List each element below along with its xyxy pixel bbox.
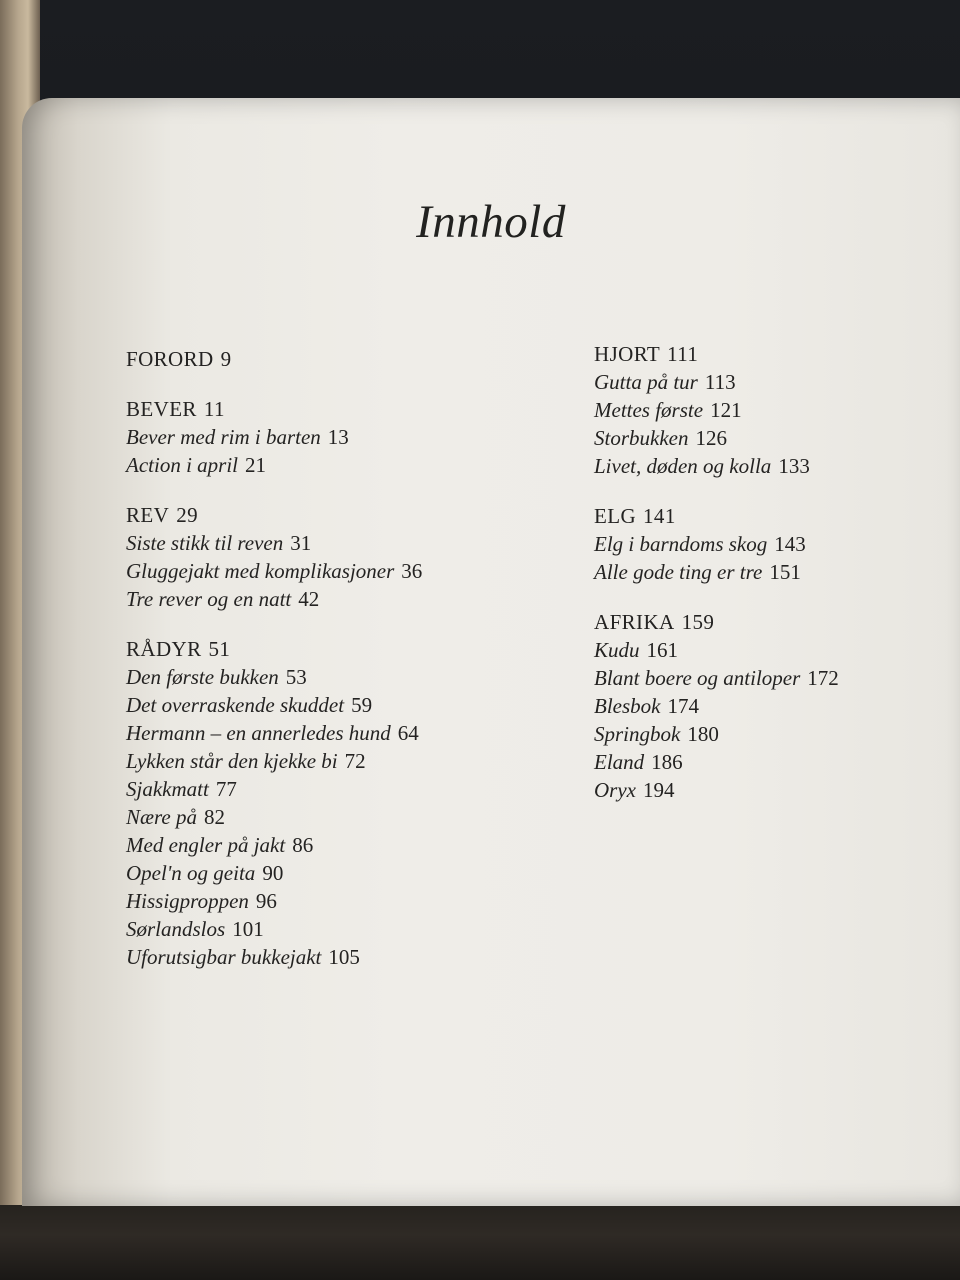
entry-page-number: 126 <box>695 426 727 450</box>
entry-page-number: 186 <box>651 750 683 774</box>
section-heading-title: HJORT <box>594 342 661 366</box>
entry-title: Gutta på tur <box>594 370 698 394</box>
entry-page-number: 82 <box>203 805 225 829</box>
section-page-number: 51 <box>208 637 231 661</box>
section-heading <box>126 501 566 529</box>
toc-entry <box>126 663 566 691</box>
entry-page-number: 101 <box>232 917 264 941</box>
toc-section <box>126 501 566 613</box>
entry-title: Opel'n og geita <box>126 861 256 885</box>
entry-title: Action i april <box>126 453 238 477</box>
table-surface <box>0 1205 960 1280</box>
section-heading-title: AFRIKA <box>594 610 675 634</box>
entry-page-number: 143 <box>774 532 806 556</box>
entry-page-number: 180 <box>687 722 719 746</box>
entry-page-number: 36 <box>401 559 423 583</box>
toc-section <box>126 395 566 479</box>
entry-title: Den første bukken <box>126 665 279 689</box>
section-page-number: 9 <box>220 347 232 371</box>
toc-entry <box>126 803 566 831</box>
entry-title: Det overraskende skuddet <box>126 693 345 717</box>
entry-title: Sjakkmatt <box>126 777 209 801</box>
section-heading <box>126 635 566 663</box>
entry-title: Springbok <box>594 722 681 746</box>
toc-entry <box>126 887 566 915</box>
section-heading <box>594 502 934 530</box>
entry-page-number: 42 <box>298 587 320 611</box>
page-title: Innhold <box>416 196 566 248</box>
section-heading <box>594 608 934 636</box>
toc-entry <box>594 748 934 776</box>
entry-page-number: 72 <box>344 749 366 773</box>
entry-title: Tre rever og en natt <box>126 587 292 611</box>
entry-title: Med engler på jakt <box>126 833 286 857</box>
entry-page-number: 96 <box>255 889 277 913</box>
entry-page-number: 174 <box>667 694 699 718</box>
toc-entry <box>126 529 566 557</box>
toc-entry <box>594 692 934 720</box>
toc-entry <box>126 557 566 585</box>
section-page-number: 111 <box>667 342 699 366</box>
section-heading <box>126 345 566 373</box>
toc-entry <box>126 859 566 887</box>
toc-section <box>594 340 934 480</box>
toc-entry <box>126 423 566 451</box>
entry-page-number: 59 <box>351 693 373 717</box>
entry-title: Kudu <box>594 638 640 662</box>
entry-title: Hissigproppen <box>126 889 249 913</box>
toc-entry <box>594 664 934 692</box>
section-page-number: 141 <box>643 504 676 528</box>
entry-title: Siste stikk til reven <box>126 531 284 555</box>
section-heading-title: FORORD <box>126 347 214 371</box>
toc-entry <box>594 530 934 558</box>
toc-entry <box>126 719 566 747</box>
entry-page-number: 133 <box>778 454 810 478</box>
toc-section <box>126 635 566 971</box>
toc-entry <box>126 831 566 859</box>
section-heading-title: REV <box>126 503 170 527</box>
toc-section <box>126 345 566 373</box>
toc-entry <box>594 720 934 748</box>
toc-section <box>594 502 934 586</box>
section-page-number: 11 <box>203 397 225 421</box>
entry-page-number: 161 <box>646 638 679 662</box>
entry-title: Eland <box>594 750 645 774</box>
toc-entry <box>594 636 934 664</box>
toc-entry <box>126 451 566 479</box>
entry-page-number: 53 <box>285 665 307 689</box>
entry-title: Nære på <box>126 805 197 829</box>
entry-page-number: 77 <box>215 777 237 801</box>
entry-title: Mettes første <box>594 398 704 422</box>
entry-title: Elg i barndoms skog <box>594 532 768 556</box>
entry-page-number: 86 <box>292 833 314 857</box>
entry-title: Oryx <box>594 778 636 802</box>
toc-entry <box>594 558 934 586</box>
toc-entry <box>594 776 934 804</box>
entry-title: Hermann – en annerledes hund <box>126 721 391 745</box>
section-page-number: 29 <box>176 503 199 527</box>
entry-title: Uforutsigbar bukkejakt <box>126 945 322 969</box>
entry-page-number: 64 <box>397 721 419 745</box>
section-heading <box>594 340 934 368</box>
entry-title: Bever med rim i barten <box>126 425 321 449</box>
toc-section <box>594 608 934 804</box>
toc-entry <box>126 691 566 719</box>
entry-page-number: 21 <box>245 453 266 477</box>
entry-title: Storbukken <box>594 426 689 450</box>
entry-title: Blant boere og antiloper <box>594 666 801 690</box>
section-heading-title: ELG <box>594 504 637 528</box>
toc-entry <box>126 775 566 803</box>
toc-entry <box>594 396 934 424</box>
toc-entry <box>594 452 934 480</box>
toc-entry <box>126 915 566 943</box>
entry-title: Gluggejakt med komplikasjoner <box>126 559 395 583</box>
entry-page-number: 151 <box>769 560 801 584</box>
section-heading-title: RÅDYR <box>126 637 202 661</box>
entry-page-number: 90 <box>262 861 284 885</box>
entry-page-number: 194 <box>642 778 675 802</box>
entry-title: Sørlandslos <box>126 917 226 941</box>
toc-entry <box>594 424 934 452</box>
entry-title: Lykken står den kjekke bi <box>126 749 338 773</box>
toc-entry <box>594 368 934 396</box>
section-heading-title: BEVER <box>126 397 197 421</box>
toc-entry <box>126 747 566 775</box>
section-heading <box>126 395 566 423</box>
toc-entry <box>126 585 566 613</box>
toc-column-right <box>594 340 934 826</box>
entry-page-number: 121 <box>710 398 742 422</box>
entry-page-number: 105 <box>328 945 360 969</box>
entry-page-number: 13 <box>327 425 349 449</box>
toc-entry <box>126 943 566 971</box>
entry-title: Livet, døden og kolla <box>594 454 772 478</box>
toc-column-left <box>126 345 566 993</box>
entry-page-number: 31 <box>290 531 312 555</box>
entry-title: Alle gode ting er tre <box>594 560 763 584</box>
entry-page-number: 113 <box>704 370 736 394</box>
entry-title: Blesbok <box>594 694 661 718</box>
entry-page-number: 172 <box>807 666 839 690</box>
section-page-number: 159 <box>681 610 715 634</box>
